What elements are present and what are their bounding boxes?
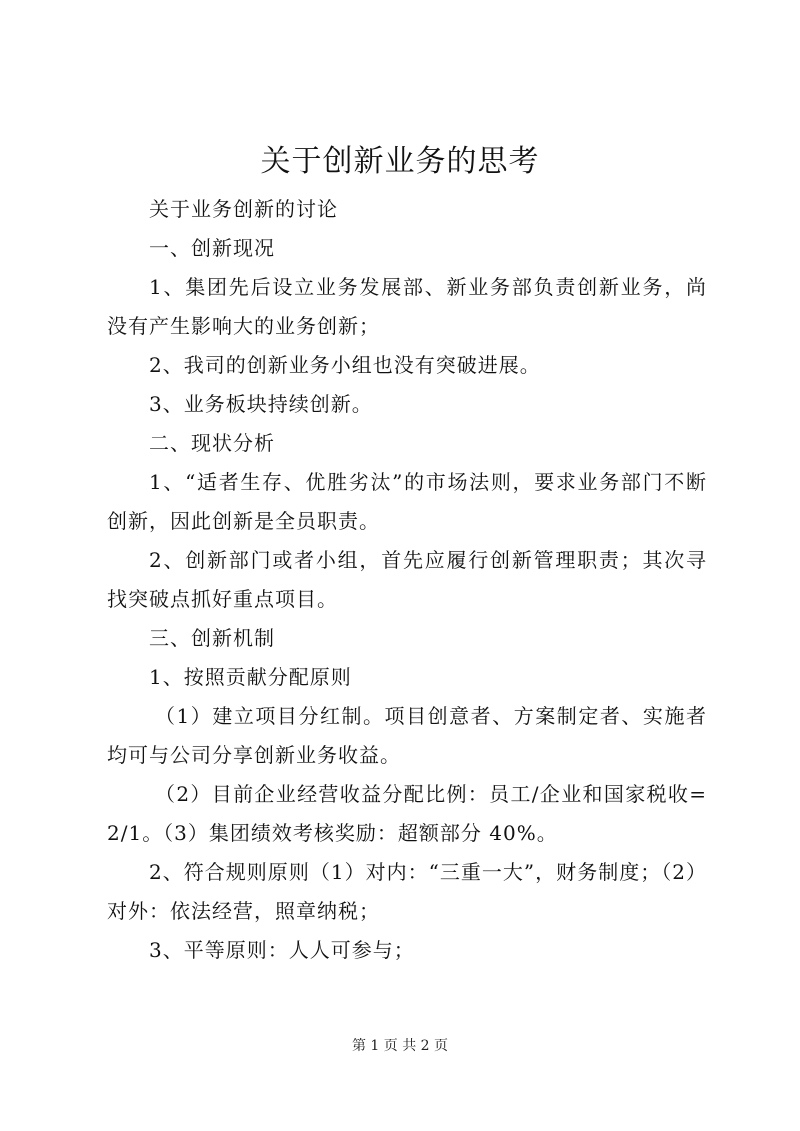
paragraph: 3、平等原则：人人可参与； — [149, 938, 415, 962]
document-title: 关于创新业务的思考 — [260, 144, 540, 179]
paragraph: 2、符合规则原则（1）对内：“三重一大”，财务制度；（2）对外：依法经营，照章纳税； — [107, 860, 707, 923]
section-heading-3: 三、创新机制 — [149, 626, 275, 650]
paragraph: 1、“适者生存、优胜劣汰”的市场法则，要求业务部门不断创新，因此创新是全员职责。 — [107, 470, 707, 533]
page-number-footer: 第 1 页 共 2 页 — [351, 1038, 449, 1054]
section-heading-2: 二、现状分析 — [149, 431, 275, 455]
document-body — [107, 190, 707, 970]
paragraph: 1、按照贡献分配原则 — [149, 665, 352, 689]
section-heading-1: 一、创新现况 — [149, 236, 275, 260]
paragraph: （2）目前企业经营收益分配比例：员工/企业和国家税收=2/1。（3）集团绩效考核奖励：超额部分 40%。 — [107, 782, 707, 845]
paragraph: （1）建立项目分红制。项目创意者、方案制定者、实施者均可与公司分享创新业务收益。 — [107, 704, 707, 767]
paragraph: 2、我司的创新业务小组也没有突破进展。 — [149, 353, 541, 377]
paragraph: 3、业务板块持续创新。 — [149, 392, 373, 416]
paragraph: 2、创新部门或者小组，首先应履行创新管理职责；其次寻找突破点抓好重点项目。 — [107, 548, 707, 611]
paragraph-intro: 关于业务创新的讨论 — [149, 197, 338, 221]
paragraph: 1、集团先后设立业务发展部、新业务部负责创新业务，尚没有产生影响大的业务创新； — [107, 275, 707, 338]
